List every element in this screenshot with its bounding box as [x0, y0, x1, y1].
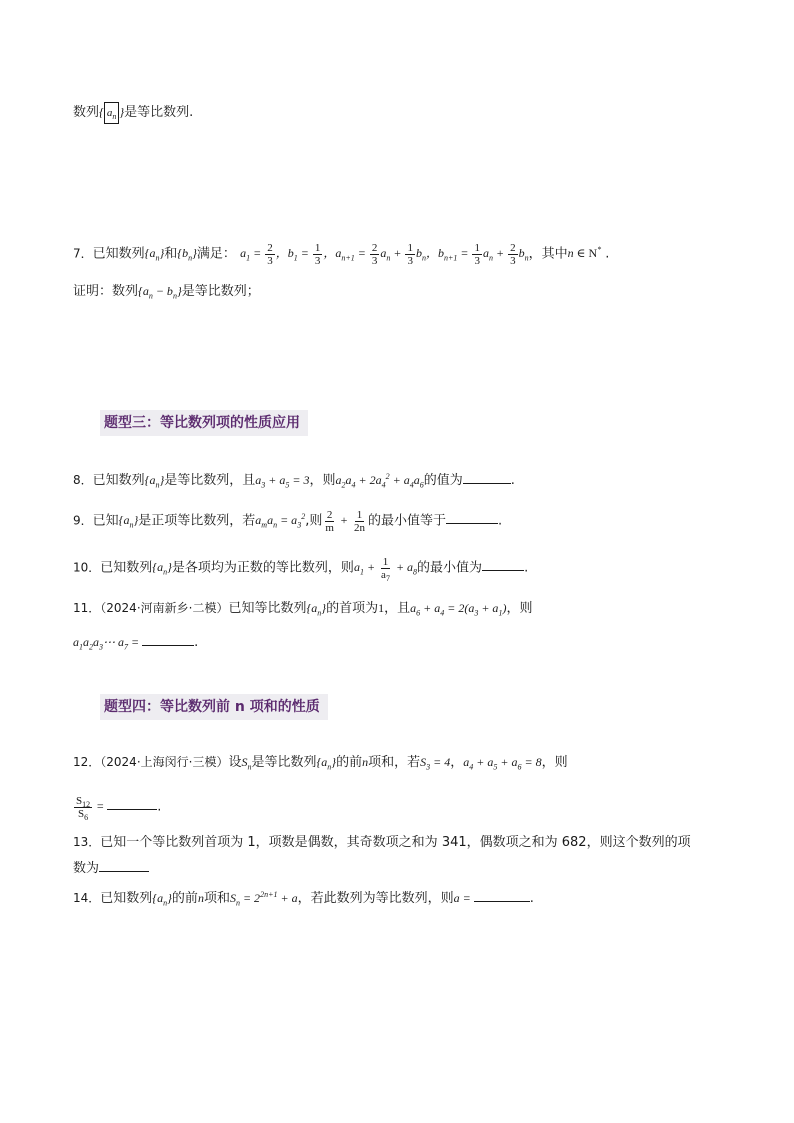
answer-blank-13[interactable]: [99, 859, 149, 872]
answer-blank-11[interactable]: [142, 633, 194, 646]
problem-12-line2: $\frac{S_{12}}{S_6}$ = .: [76, 795, 162, 823]
section-heading-3: 题型三：等比数列项的性质应用: [100, 410, 308, 436]
section-heading-4: 题型四：等比数列前 n 项和的性质: [100, 694, 328, 720]
intro-formula: { $a_n$ }: [99, 105, 124, 119]
intro-line: 数列{ $a_n$ }是等比数列.: [73, 102, 193, 124]
answer-blank-8[interactable]: [463, 471, 511, 484]
problem-10: 10．已知数列$\{a_n\}$是各项均为正数的等比数列，则$a_1$ + $\frac{1}{a_7}$ + $a_8$的最小值为 .: [73, 556, 529, 584]
problem-11: 11．（2024·河南新乡·二模）已知等比数列$\{a_n\}$的首项为1，且$a_6 + a_4 = 2(a_3 + a_1)$，则: [73, 601, 533, 618]
problem-12: 12．（2024·上海闵行·三模）设$S_n$是等比数列$\{a_n\}$的前n项和，若$S_3 = 4$，$a_4 + a_5 + a_6 = 8$，则: [73, 755, 568, 772]
answer-blank-9[interactable]: [446, 511, 498, 524]
problem-13: 13．已知一个等比数列首项为 1，项数是偶数，其奇数项之和为 341，偶数项之和为 682，则这个数列的项: [73, 835, 691, 850]
problem-8: 8．已知数列$\{a_n\}$是等比数列，且$a_3 + a_5 = 3$，则$a_2a_4 + 2a_4^2 + a_4a_6$的值为 .: [73, 472, 515, 490]
problem-13-line2: 数为: [73, 859, 149, 879]
answer-blank-10[interactable]: [482, 558, 524, 571]
problem-14: 14．已知数列$\{a_n\}$的前n项和$S_n = 2^{2n+1} + a$，若此数列为等比数列，则a = .: [73, 890, 534, 908]
problem-7-proof: 证明：数列$\{a_n - b_n\}$是等比数列；: [73, 284, 260, 301]
problem-9: 9．已知$\{a_n\}$是正项等比数列，若$a_ma_n = a_3^2$,则 $\frac{2}{m}$ + $\frac{1}{2n}$ 的最小值等于 .: [73, 509, 503, 534]
problem-7: 7．已知数列$\{a_n\}$和$\{b_n\}$满足： $a_1$ = $\frac{2}{3}$ ，$b_1$ = $\frac{1}{3}$ ，$a_{n+1}$ = $\frac{2}{3}$ $a_n$ + $\frac{1}{3}$ $b_n$，$b_{n+1}$ = $\frac{1}{3}$ $a_n$ + $\frac{2}{3}$ $b_n$，其中n ∈ N* .: [73, 242, 610, 267]
problem-11-line2: $a_1a_2a_3\cdots$ $a_7$ = .: [73, 635, 199, 652]
answer-blank-12[interactable]: [107, 797, 157, 810]
answer-blank-14[interactable]: [474, 889, 530, 902]
